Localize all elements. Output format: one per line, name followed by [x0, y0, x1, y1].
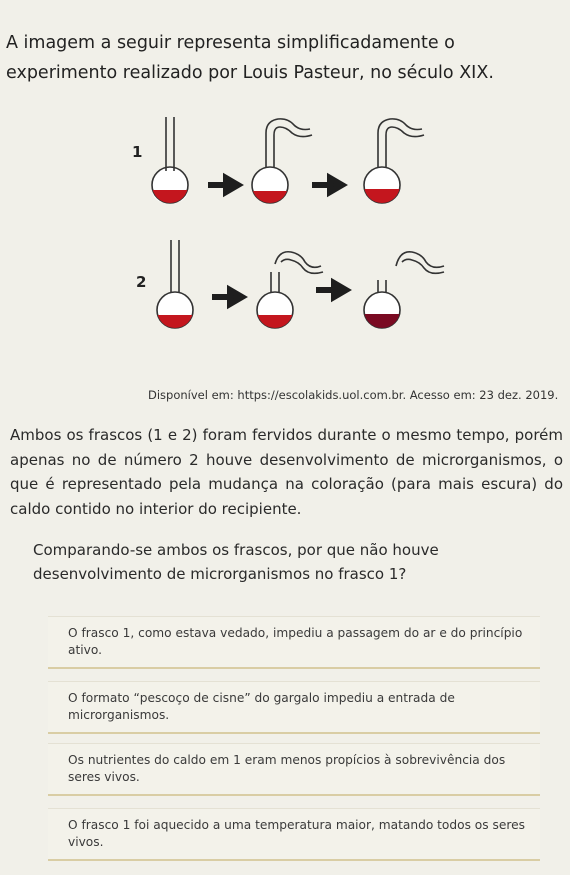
row1-arrow-1 [208, 178, 238, 192]
row2-flask3-broth [362, 314, 402, 334]
row2-flask-contaminated [362, 252, 444, 334]
question-text: Comparando-se ambos os frascos, por que não houve desenvolvimento de microrganismos no frasco 1? [33, 541, 439, 583]
row1-flask2-broth [250, 191, 290, 211]
row1-flask-swan [250, 119, 312, 211]
answer-option-d[interactable] [48, 808, 540, 861]
row1-flask3-broth [362, 189, 402, 209]
pasteur-experiment-figure [120, 105, 450, 345]
row1-flask-straight [150, 117, 190, 210]
answer-option-a[interactable] [48, 616, 540, 669]
row-label-2: 2 [136, 273, 147, 291]
row-label-1: 1 [132, 143, 143, 161]
answer-option-b-text: O formato “pescoço de cisne” do gargalo impediu a entrada de microrganismos. [68, 691, 455, 722]
answer-option-c-text: Os nutrientes do caldo em 1 eram menos propícios à sobrevivência dos seres vivos. [68, 753, 506, 784]
row2-flask2-broth [255, 315, 295, 335]
figure-source: Disponível em: https://escolakids.uol.com.br. Acesso em: 23 dez. 2019. [148, 388, 559, 402]
row2-arrow-2 [316, 283, 346, 297]
row2-arrow-1 [212, 290, 242, 304]
row2-flask-straight [155, 240, 195, 335]
answer-option-c[interactable] [48, 743, 540, 796]
intro-text: A imagem a seguir representa simplificadamente o experimento realizado por Louis Pasteur, no século XIX. [6, 33, 494, 83]
answer-option-d-text: O frasco 1 foi aquecido a uma temperatura maior, matando todos os seres vivos. [68, 818, 525, 849]
row1-arrow-2 [312, 178, 342, 192]
context-paragraph: Ambos os frascos (1 e 2) foram fervidos durante o mesmo tempo, porém apenas no de número 2 houve desenvolvimento de microrganismos, o que é representado pela mudança na coloração (para mais escura) do caldo contido no interior do recipiente. [10, 426, 563, 518]
row2-flask1-broth [155, 315, 195, 335]
row2-flask-broken [255, 252, 323, 335]
row1-flask1-broth [150, 190, 190, 210]
answer-option-a-text: O frasco 1, como estava vedado, impediu a passagem do ar e do princípio ativo. [68, 626, 523, 657]
flask-diagram [120, 105, 450, 345]
answer-option-b[interactable] [48, 681, 540, 734]
row1-flask-swan-final [362, 119, 424, 209]
